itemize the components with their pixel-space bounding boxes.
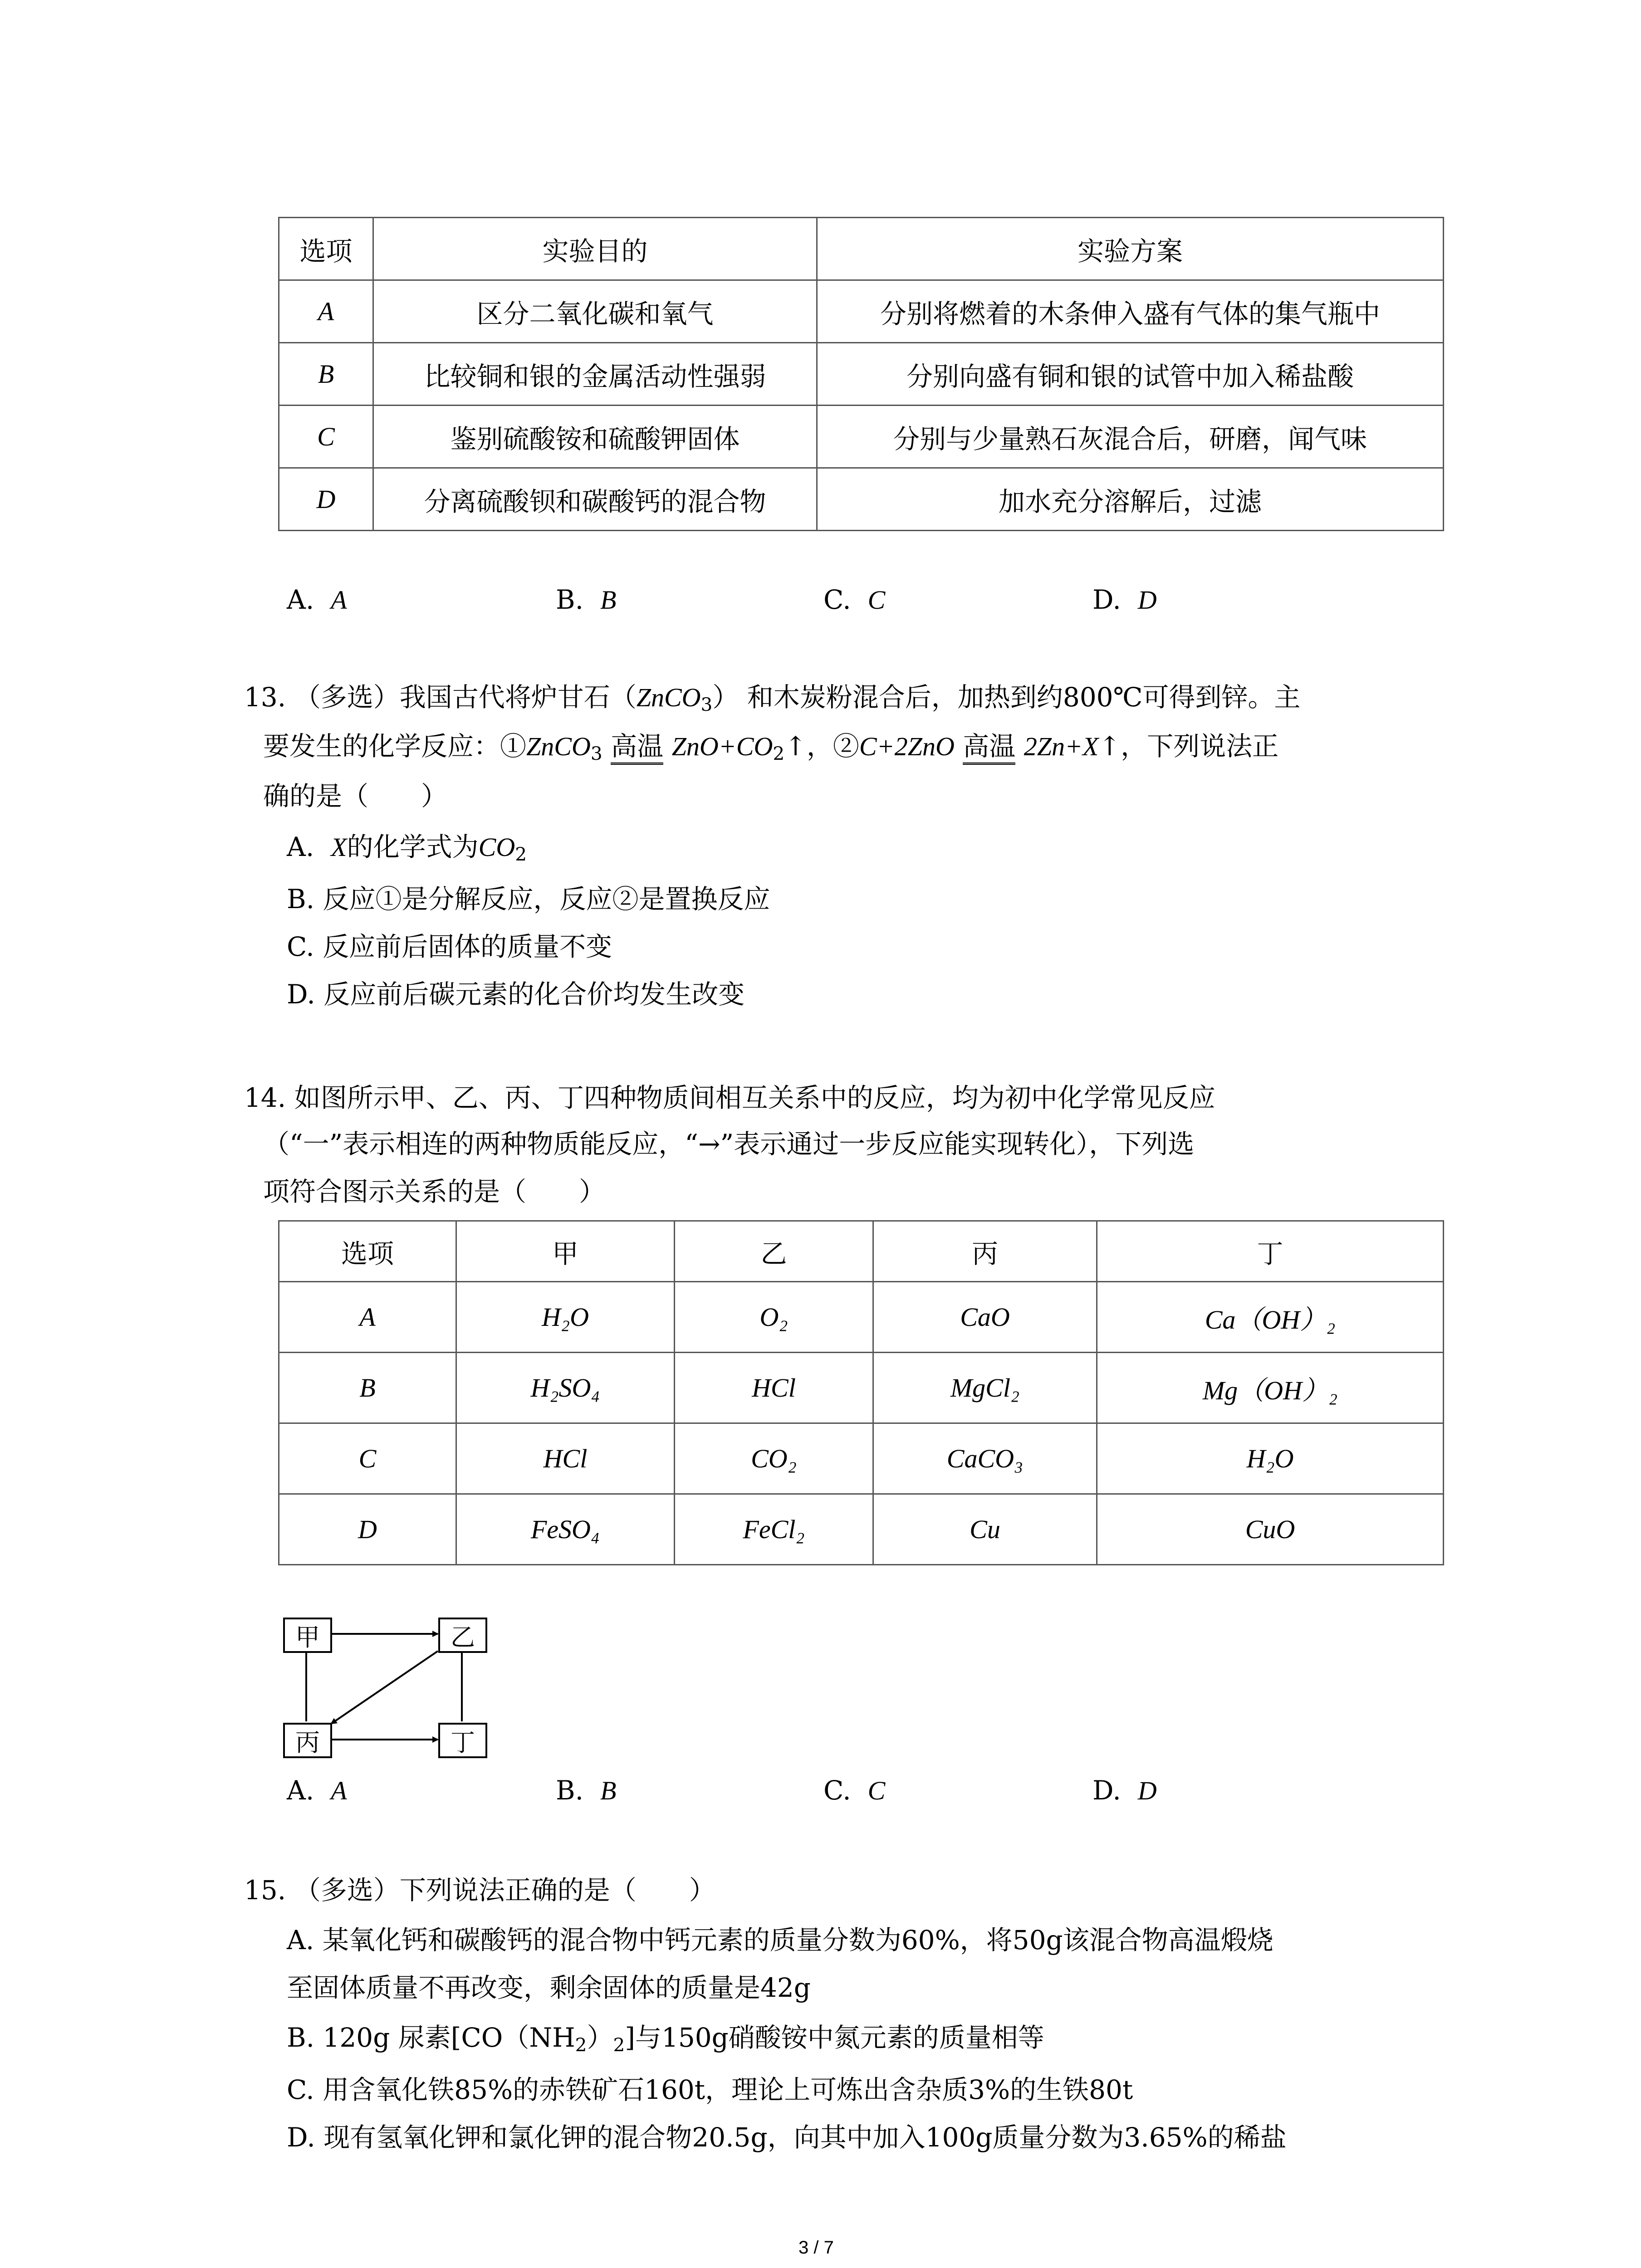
choice-d[interactable]: D. D (1092, 584, 1157, 615)
diagram-node-bing: 丙 (283, 1723, 332, 1758)
reaction-condition: 高温 (611, 731, 663, 765)
question-13-line2: 要发生的化学反应：①ZnCO$_3$ 高温 $ZnO+CO_2↑$，②C+2ZnO 高温 2Zn+X↑，下列说法正 (263, 731, 1279, 765)
question-13-line1: 13. （多选）我国古代将炉甘石（ZnCO$_3$） 和木炭粉混合后，加热到约800℃可得到锌。主 (244, 682, 1301, 716)
table-row: A H₂O O₂ CaO Ca（OH）₂ (279, 1282, 1444, 1353)
table-header: 实验目的 (373, 218, 817, 280)
q13-option-a[interactable]: A. X的化学式为$CO_2$ (287, 831, 527, 865)
q15-option-a-line1[interactable]: A. 某氧化钙和碳酸钙的混合物中钙元素的质量分数为60%，将50g该混合物高温煅烧 (287, 1925, 1274, 1955)
table-row: A 区分二氧化碳和氧气 分别将燃着的木条伸入盛有气体的集气瓶中 (279, 280, 1444, 343)
table-row: C 鉴别硫酸铵和硫酸钾固体 分别与少量熟石灰混合后，研磨，闻气味 (279, 406, 1444, 468)
question-15-stem: 15. （多选）下列说法正确的是（ ） (244, 1875, 715, 1906)
q15-option-d[interactable]: D. 现有氢氧化钾和氯化钾的混合物20.5g，向其中加入100g质量分数为3.65%的稀盐 (287, 2122, 1287, 2153)
arrow-yi-bing (331, 1651, 438, 1724)
choice-b[interactable]: B. B (556, 584, 617, 615)
choice-a[interactable]: A. A (287, 584, 347, 615)
q15-option-c[interactable]: C. 用含氧化铁85%的赤铁矿石160t，理论上可炼出含杂质3%的生铁80t (287, 2074, 1133, 2105)
reaction-condition: 高温 (963, 731, 1015, 765)
table-header: 丁 (1097, 1221, 1444, 1282)
table-header: 选项 (279, 218, 373, 280)
q14-choice-b[interactable]: B. B (556, 1775, 617, 1806)
substance-table (278, 1220, 1444, 1565)
q15-option-b[interactable]: B. 120g 尿素$[CO(NH_2)_2]$与150g硝酸铵中氮元素的质量相等 (287, 2022, 1044, 2056)
table-row: D FeSO₄ FeCl₂ Cu CuO (279, 1494, 1444, 1565)
q14-choice-c[interactable]: C. C (823, 1775, 886, 1806)
table-row: C HCl CO₂ CaCO₃ H₂O (279, 1423, 1444, 1494)
q14-choice-d[interactable]: D. D (1092, 1775, 1157, 1806)
diagram-node-ding: 丁 (438, 1723, 487, 1758)
question-13-line3: 确的是（ ） (263, 781, 448, 811)
diagram-node-yi: 乙 (438, 1618, 487, 1653)
choice-c[interactable]: C. C (823, 584, 886, 615)
q13-option-c[interactable]: C. 反应前后固体的质量不变 (287, 931, 612, 962)
q13-option-b[interactable]: B. 反应①是分解反应，反应②是置换反应 (287, 884, 770, 914)
q13-option-d[interactable]: D. 反应前后碳元素的化合价均发生改变 (287, 979, 745, 1010)
table-header: 乙 (675, 1221, 873, 1282)
q15-option-a-line2: 至固体质量不再改变，剩余固体的质量是42g (287, 1972, 811, 2003)
question-14-line3: 项符合图示关系的是（ ） (263, 1176, 606, 1207)
table-header: 选项 (279, 1221, 456, 1282)
question-14-line1: 14. 如图所示甲、乙、丙、丁四种物质间相互关系中的反应，均为初中化学常见反应 (244, 1082, 1215, 1113)
table-header: 甲 (456, 1221, 675, 1282)
diagram-node-jia: 甲 (283, 1618, 332, 1653)
experiment-table (278, 217, 1444, 531)
q14-choice-a[interactable]: A. A (287, 1775, 347, 1806)
table-header: 实验方案 (817, 218, 1444, 280)
table-row: D 分离硫酸钡和碳酸钙的混合物 加水充分溶解后，过滤 (279, 468, 1444, 531)
table-header: 丙 (873, 1221, 1097, 1282)
table-row: B 比较铜和银的金属活动性强弱 分别向盛有铜和银的试管中加入稀盐酸 (279, 343, 1444, 406)
question-14-line2: （“一”表示相连的两种物质能反应，“→”表示通过一步反应能实现转化），下列选 (263, 1129, 1195, 1159)
page-number: 3 / 7 (798, 2238, 834, 2258)
table-row: B H₂SO₄ HCl MgCl₂ Mg（OH）₂ (279, 1353, 1444, 1423)
